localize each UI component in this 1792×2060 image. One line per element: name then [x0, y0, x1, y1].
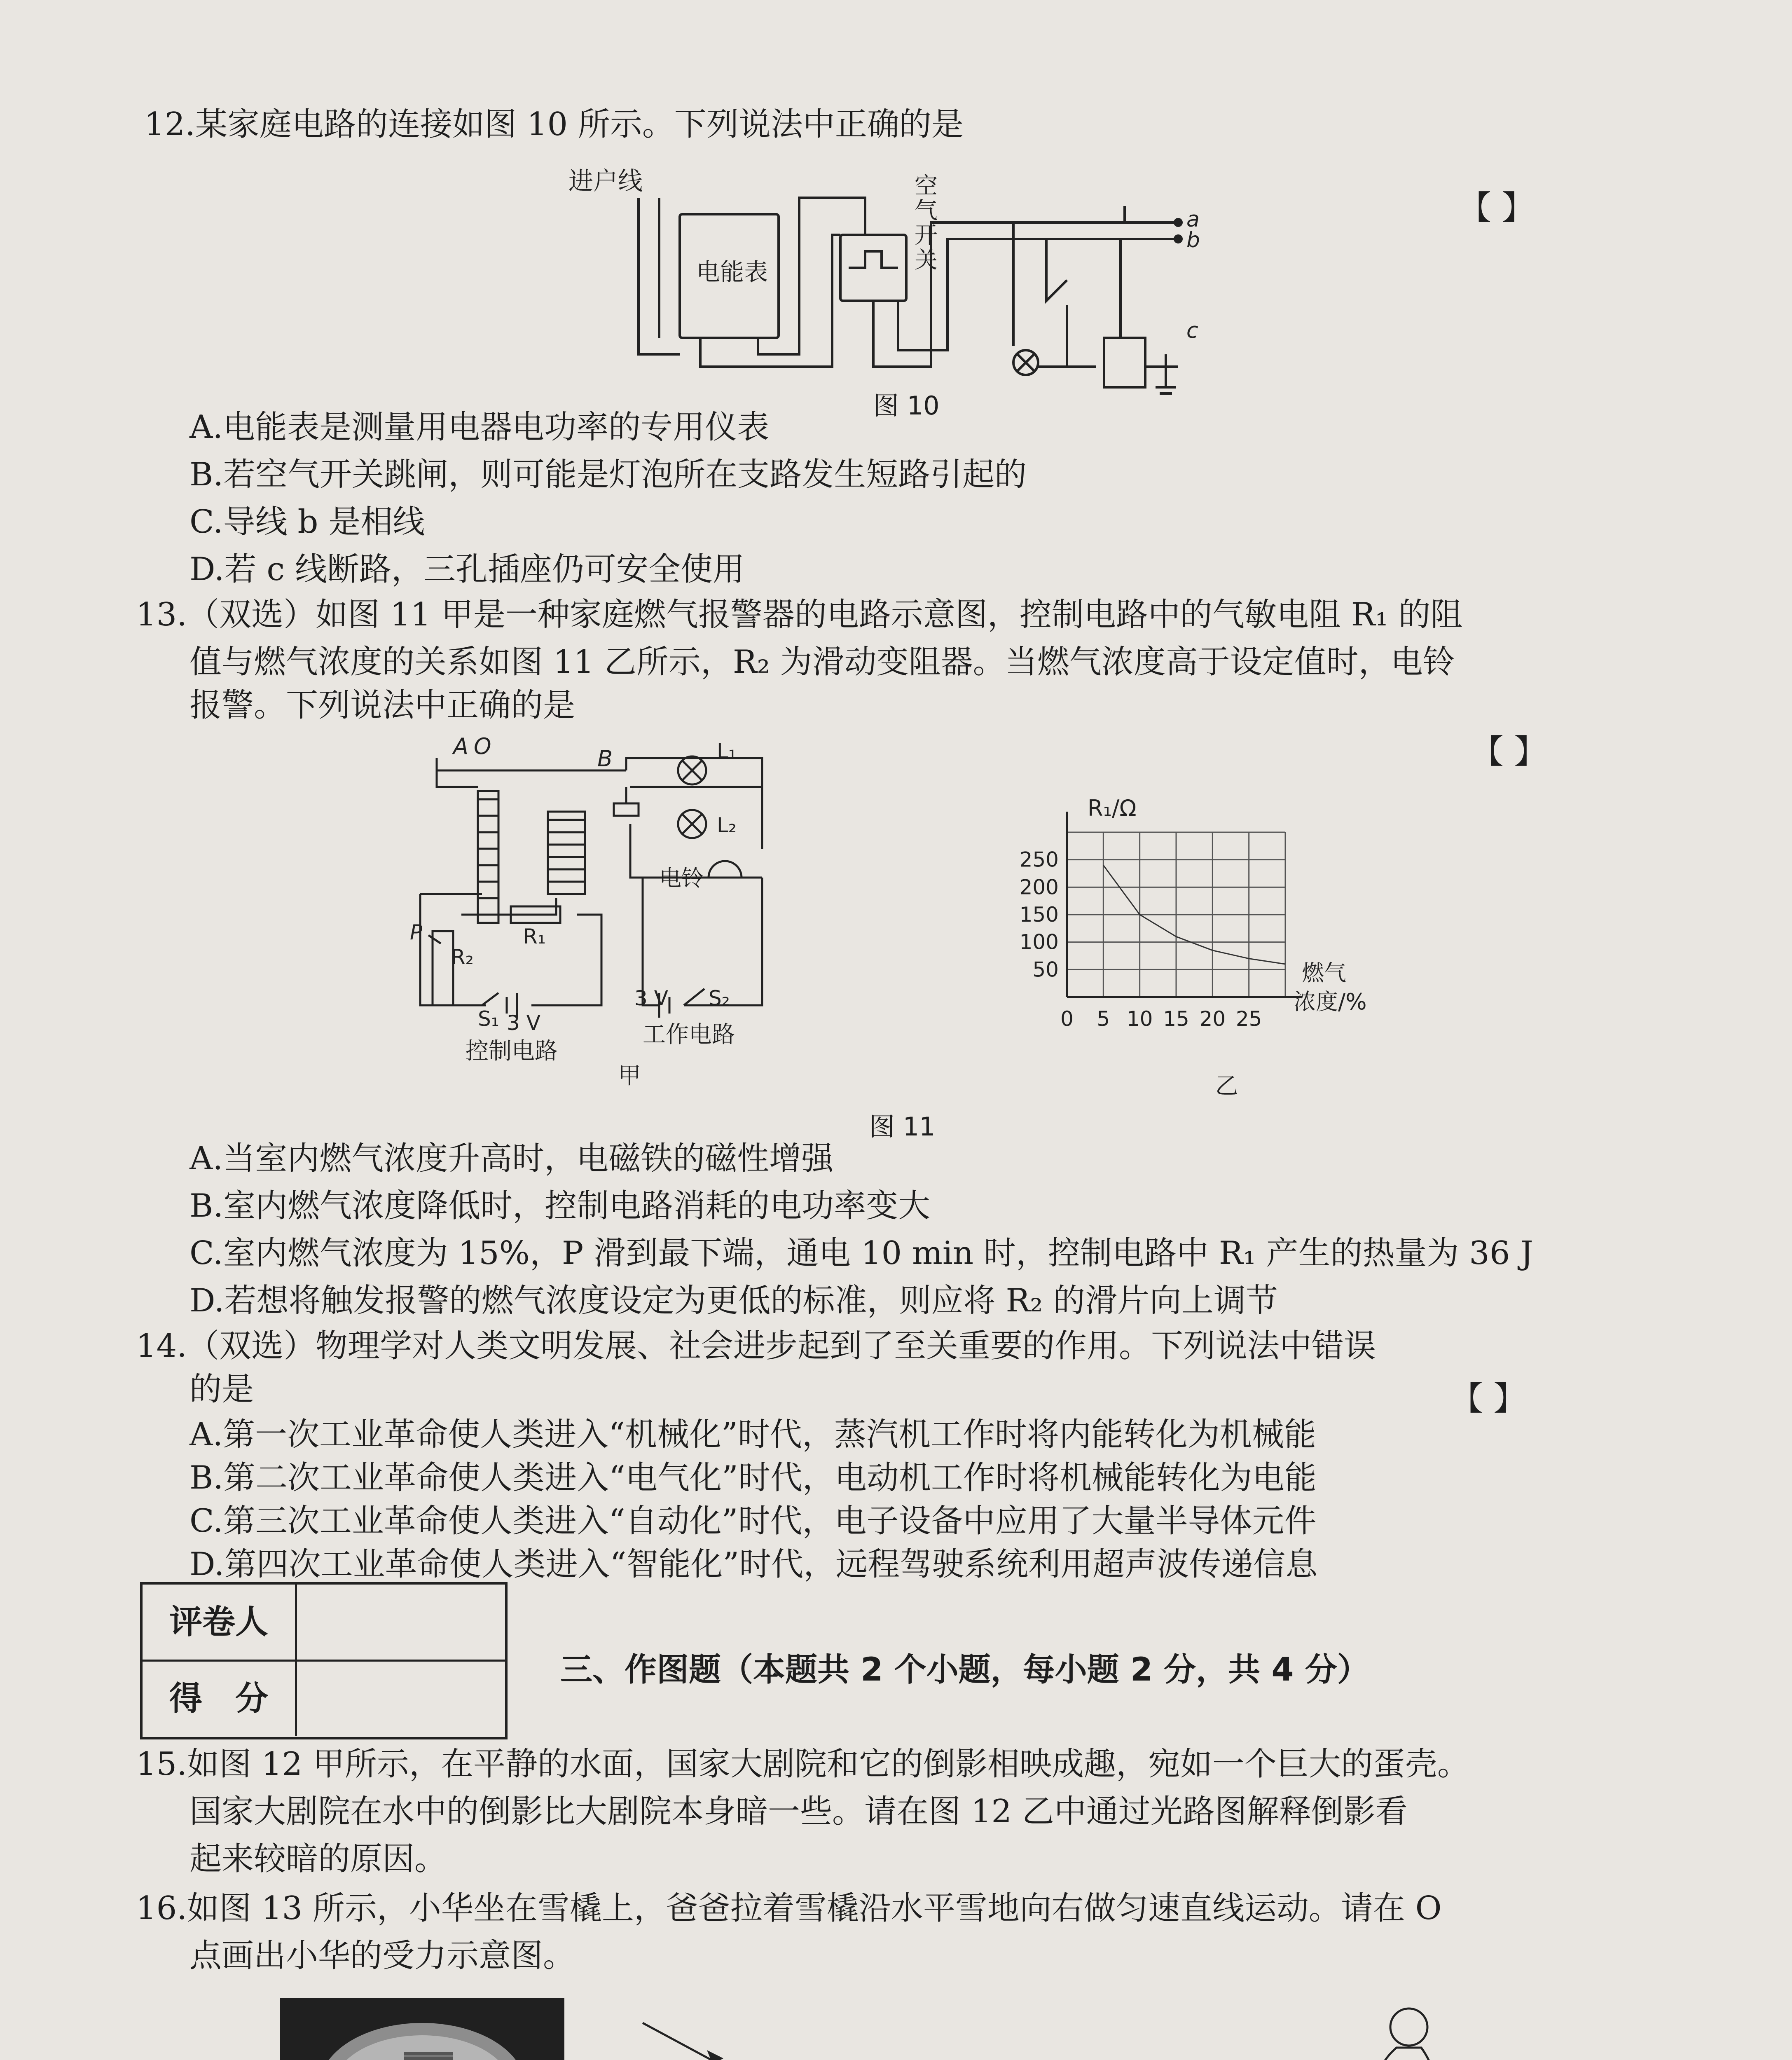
q12-answer-bracket: 【 】 [1458, 189, 1535, 227]
fig10-breaker-label-4: 关 [915, 247, 938, 274]
fig10-label-b: b [1186, 228, 1200, 253]
fig11-label-R1: R₁ [523, 925, 546, 948]
q12-stem: 12.某家庭电路的连接如图 10 所示。下列说法中正确的是 [144, 106, 964, 143]
father-body [1374, 2048, 1439, 2060]
fig10-inlet-label: 进户线 [568, 167, 643, 196]
figure-13-sled-drawing [1112, 1990, 1483, 2060]
fig11-label-A: A [453, 733, 468, 759]
figure-12-jia-photo [280, 1998, 564, 2060]
score-box [140, 1582, 508, 1739]
chart-x-axis-label-1: 燃气 [1302, 960, 1346, 986]
q13-stem-line-3: 报警。下列说法中正确的是 [189, 687, 575, 724]
chart-ticks [1020, 848, 1262, 1031]
y-tick-label: 100 [1019, 930, 1059, 954]
q13-option-c: C.室内燃气浓度为 15%，P 滑到最下端，通电 10 min 时，控制电路中 R₁ 产生的热量为 36 J [189, 1235, 1533, 1272]
fig11-control-circuit-label: 控制电路 [466, 1038, 558, 1065]
x-tick-label: 10 [1126, 1007, 1153, 1031]
q14-option-a: A.第一次工业革命使人类进入“机械化”时代，蒸汽机工作时将内能转化为机械能 [189, 1416, 1316, 1453]
incident-light-ray [643, 2023, 803, 2060]
chart-grid [1067, 832, 1285, 997]
fig10-label-c: c [1186, 318, 1198, 343]
score-label: 得 分 [143, 1661, 297, 1736]
q15-line-3: 起来较暗的原因。 [189, 1840, 447, 1877]
q14-answer-bracket: 【 】 [1450, 1379, 1527, 1418]
q14-option-d: D.第四次工业革命使人类进入“智能化”时代，远程驾驶系统利用超声波传递信息 [189, 1546, 1318, 1583]
figure-11-yi-chart [980, 783, 1401, 1100]
q16-line-2: 点画出小华的受力示意图。 [189, 1937, 575, 1974]
q14-stem-line-1: 14.（双选）物理学对人类文明发展、社会进步起到了至关重要的作用。下列说法中错误 [136, 1327, 1376, 1365]
figure-10-caption: 图 10 [873, 391, 940, 421]
q14-option-c: C.第三次工业革命使人类进入“自动化”时代，电子设备中应用了大量半导体元件 [189, 1503, 1317, 1540]
q14-option-b: B.第二次工业革命使人类进入“电气化”时代，电动机工作时将机械能转化为电能 [189, 1459, 1317, 1496]
chart-y-axis-label: R₁/Ω [1088, 795, 1137, 821]
chart-yi-label: 乙 [1215, 1073, 1238, 1100]
x-tick-label: 5 [1097, 1007, 1110, 1031]
q13-answer-bracket: 【 】 [1471, 733, 1547, 771]
q12-option-a: A.电能表是测量用电器电功率的专用仪表 [189, 409, 770, 446]
father-head [1390, 2008, 1427, 2046]
fig10-meter-label: 电能表 [696, 258, 768, 286]
figure-11-caption: 图 11 [869, 1112, 936, 1142]
fig11-jia-label: 甲 [618, 1063, 641, 1089]
fig10-breaker-label-2: 气 [915, 197, 938, 224]
y-tick-label: 250 [1019, 847, 1059, 872]
x-tick-label: 15 [1163, 1007, 1189, 1031]
fig10-breaker-label-1: 空 [915, 173, 938, 199]
fig11-label-P: P [410, 920, 423, 944]
q12-option-b: B.若空气开关跳闸，则可能是灯泡所在支路发生短路引起的 [189, 456, 1027, 493]
q13-stem-line-1: 13.（双选）如图 11 甲是一种家庭燃气报警器的电路示意图，控制电路中的气敏电阻 R₁ 的阻 [136, 596, 1463, 633]
fig11-label-3v-work: 3 V [634, 986, 668, 1010]
figure-12-yi-diagram [589, 2011, 1001, 2060]
y-tick-label: 50 [1032, 957, 1059, 982]
fig11-label-R2: R₂ [451, 945, 474, 969]
fig11-label-S2: S₂ [709, 986, 730, 1010]
chart-x-axis-label-2: 浓度/% [1294, 989, 1367, 1015]
fig11-label-3v-control: 3 V [507, 1011, 540, 1035]
figure-11-jia-circuit [371, 733, 807, 1089]
y-tick-label: 150 [1019, 903, 1059, 927]
q13-stem-line-2: 值与燃气浓度的关系如图 11 乙所示，R₂ 为滑动变阻器。当燃气浓度高于设定值时，电铃 [189, 644, 1455, 681]
fig10-breaker-label-3: 开 [915, 222, 938, 249]
q13-option-b: B.室内燃气浓度降低时，控制电路消耗的电功率变大 [189, 1187, 931, 1224]
fig11-label-S1: S₁ [478, 1007, 499, 1031]
score-row-score [143, 1661, 505, 1736]
section-3-title: 三、作图题（本题共 2 个小题，每小题 2 分，共 4 分） [560, 1651, 1369, 1688]
grader-label: 评卷人 [143, 1585, 297, 1660]
q15-line-1: 15.如图 12 甲所示，在平静的水面，国家大剧院和它的倒影相映成趣，宛如一个巨大的蛋壳。 [136, 1746, 1469, 1783]
q15-line-2: 国家大剧院在水中的倒影比大剧院本身暗一些。请在图 12 乙中通过光路图解释倒影看 [189, 1793, 1408, 1830]
x-tick-label: 25 [1235, 1007, 1262, 1031]
fig11-work-circuit-label: 工作电路 [643, 1021, 735, 1048]
score-row-grader [143, 1585, 505, 1662]
q12-option-c: C.导线 b 是相线 [189, 503, 425, 541]
fig11-label-O: O [474, 733, 491, 759]
fig11-label-B: B [597, 746, 613, 772]
q13-option-a: A.当室内燃气浓度升高时，电磁铁的磁性增强 [189, 1140, 834, 1177]
fig11-bell-label: 电铃 [659, 865, 704, 891]
x-tick-label: 20 [1199, 1007, 1226, 1031]
fig11-label-L1: L₁ [717, 739, 737, 763]
q14-stem-line-2: 的是 [189, 1371, 254, 1408]
x-tick-label: 0 [1060, 1007, 1074, 1031]
y-tick-label: 200 [1019, 875, 1059, 899]
q16-line-1: 16.如图 13 所示，小华坐在雪橇上，爸爸拉着雪橇沿水平雪地向右做匀速直线运动。请在 O [136, 1890, 1442, 1927]
q12-option-d: D.若 c 线断路，三孔插座仍可安全使用 [189, 551, 745, 588]
fig11-label-L2: L₂ [717, 813, 737, 837]
q13-option-d: D.若想将触发报警的燃气浓度设定为更低的标准，则应将 R₂ 的滑片向上调节 [189, 1282, 1278, 1319]
fig10-label-a: a [1186, 207, 1200, 232]
